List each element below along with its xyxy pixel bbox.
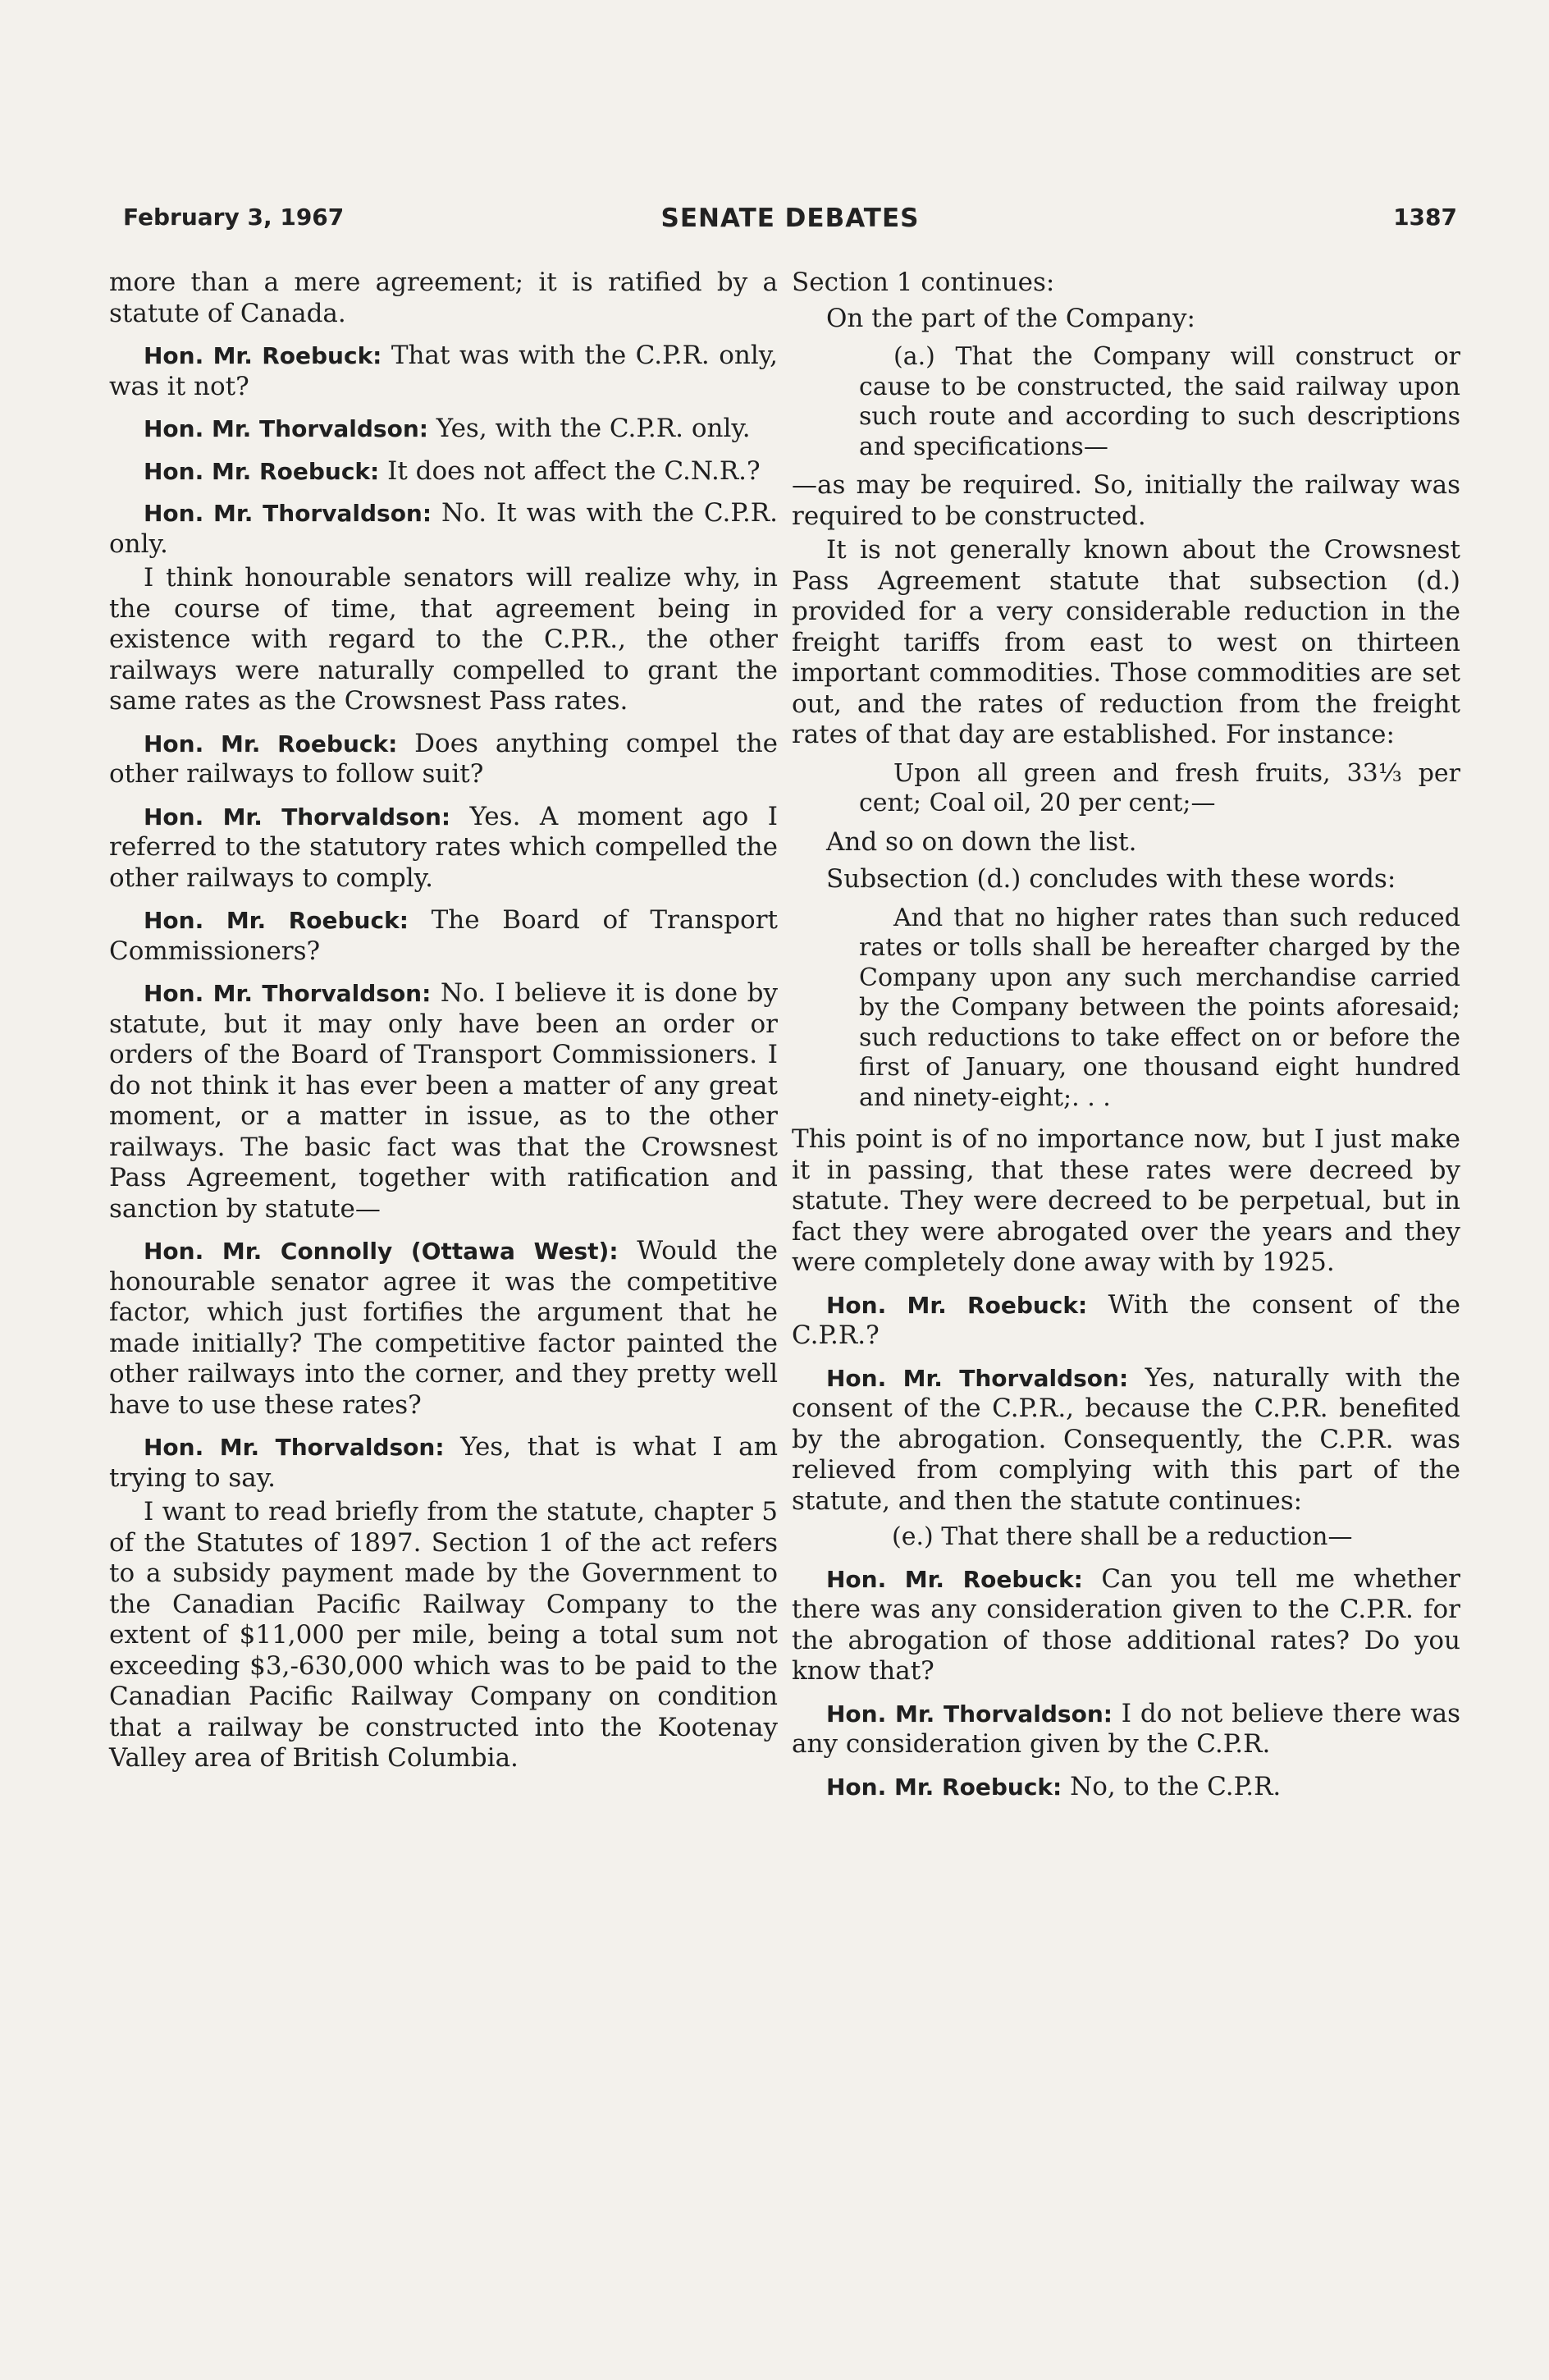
page-header: [123, 204, 1457, 240]
speech-paragraph: [792, 1699, 1460, 1760]
speech-text: That was with the C.P.R. only, was it not?: [109, 341, 778, 401]
block-quote: Upon all green and fresh fruits, 33⅓ per cent; Coal oil, 20 per cent;—: [859, 758, 1460, 817]
speech-paragraph: [109, 978, 778, 1224]
speech-paragraph: [109, 414, 778, 445]
speech-text: It does not affect the C.N.R.?: [379, 455, 761, 486]
paragraph: And so on down the list.: [826, 826, 1137, 857]
paragraph: Section 1 continues:: [792, 268, 1055, 297]
paragraph: I think honourable senators will realize why, in the course of time, that agreement being in existence with regard to the C.P.R., the other railways were naturally compelled to grant the same rates as the Crowsnest Pass rates.: [109, 563, 778, 716]
block-quote: (e.) That there shall be a reduction—: [892, 1522, 1353, 1551]
speech-paragraph: [109, 1432, 778, 1494]
speaker-name: Hon. Mr. Thorvaldson:: [144, 803, 451, 831]
speaker-name: Hon. Mr. Connolly (Ottawa West):: [144, 1238, 619, 1265]
speech-paragraph: [109, 341, 778, 402]
block-quote: And that no higher rates than such reduced rates or tolls shall be hereafter charged by the Company upon any such merchandise carried by the Company between the points aforesaid; such reductions to take effect on or before the first of January, one thousand eight hundred and ninety-eight;. . .: [859, 903, 1460, 1112]
speech-text: Does anything compel the other railways to follow suit?: [109, 728, 779, 789]
speech-text: Yes. A moment ago I referred to the statutory rates which compelled the other railways to comply.: [109, 801, 778, 893]
speech-text: No. It was with the C.P.R. only.: [109, 498, 779, 559]
speech-paragraph: [109, 905, 778, 967]
speaker-name: Hon. Mr. Roebuck:: [826, 1565, 1083, 1593]
speech-text: With the consent of the C.P.R.?: [792, 1289, 1460, 1350]
speaker-name: Hon. Mr. Thorvaldson:: [144, 980, 432, 1007]
header-title: SENATE DEBATES: [660, 204, 920, 233]
speech-text: Can you tell me whether there was any consideration given to the C.P.R. for the abrogation of those additional rates? Do you know that?: [792, 1563, 1461, 1686]
paragraph: —as may be required. So, initially the railway was required to be constructed.: [792, 470, 1460, 531]
speech-paragraph: [792, 1290, 1460, 1352]
speaker-name: Hon. Mr. Roebuck:: [144, 730, 398, 757]
paragraph: It is not generally known about the Crowsnest Pass Agreement statute that subsection (d.) provided for a very considerable reduction in the freight tariffs from east to west on thirteen important commodities. Those commodities are set out, and the rates of reduction from the freight rates of that day are established. For instance:: [792, 535, 1460, 749]
speech-paragraph: [792, 1564, 1460, 1687]
speaker-name: Hon. Mr. Thorvaldson:: [144, 500, 432, 527]
speech-paragraph: [792, 1363, 1460, 1517]
speech-paragraph: [109, 802, 778, 895]
speech-paragraph: [109, 498, 778, 560]
speaker-name: Hon. Mr. Thorvaldson:: [826, 1700, 1113, 1728]
speech-text: Yes, that is what I am trying to say.: [109, 1432, 778, 1493]
speaker-name: Hon. Mr. Roebuck:: [144, 907, 409, 934]
speech-text: No. I believe it is done by statute, but it may only have been an order or orders of the Board of Transport Commissioners. I do not think it has ever been a matter of any great moment, or a matter in issue, as to the other railways. The basic fact was that the Crowsnest Pass Agreement, together with ratification and sanction by statute—: [109, 978, 778, 1224]
speech-text: Yes, with the C.P.R. only.: [427, 414, 751, 443]
right-column: [792, 268, 1460, 1802]
speaker-name: Hon. Mr. Roebuck:: [144, 342, 382, 369]
speech-paragraph: [109, 729, 778, 790]
left-column: [109, 268, 778, 1774]
quote-intro: On the part of the Company:: [826, 303, 1195, 333]
speech-paragraph: [109, 456, 778, 487]
speech-text: Yes, naturally with the consent of the C.P.R., because the C.P.R. benefited by the abrogation. Consequently, the C.P.R. was relieved from complying with this part of the statute, and then the statute continues:: [792, 1362, 1461, 1516]
paragraph: Subsection (d.) concludes with these words:: [826, 864, 1396, 894]
speaker-name: Hon. Mr. Thorvaldson:: [144, 1434, 445, 1461]
paragraph: I want to read briefly from the statute, chapter 5 of the Statutes of 1897. Section 1 of the act refers to a subsidy payment made by the Government to the Canadian Pacific Railway Company to the extent of $11,000 per mile, being a total sum not exceeding $3,-630,000 which was to be paid to the Canadian Pacific Railway Company on condition that a railway be constructed into the Kootenay Valley area of British Columbia.: [109, 1497, 778, 1773]
speech-paragraph: [109, 1236, 778, 1421]
speaker-name: Hon. Mr. Roebuck:: [144, 457, 380, 485]
speaker-name: Hon. Mr. Roebuck:: [826, 1773, 1062, 1801]
header-date: February 3, 1967: [123, 204, 345, 231]
paragraph: more than a mere agreement; it is ratified by a statute of Canada.: [109, 268, 778, 328]
speech-text: Would the honourable senator agree it was the competitive factor, which just fortifies the argument that he made initially? The competitive factor painted the other railways into the corner, and they pretty well have to use these rates?: [109, 1236, 778, 1420]
speaker-name: Hon. Mr. Roebuck:: [826, 1291, 1088, 1319]
speaker-name: Hon. Mr. Thorvaldson:: [144, 415, 428, 442]
block-quote: (a.) That the Company will construct or cause to be constructed, the said railway upon such route and according to such descriptions and specifications—: [859, 342, 1460, 461]
speech-text: No, to the C.P.R.: [1062, 1771, 1282, 1801]
speaker-name: Hon. Mr. Thorvaldson:: [826, 1364, 1129, 1392]
speech-text: I do not believe there was any consideration given by the C.P.R.: [792, 1698, 1460, 1759]
speech-paragraph: [792, 1772, 1460, 1803]
speech-text: The Board of Transport Commissioners?: [109, 905, 778, 966]
paragraph: This point is of no importance now, but I just make it in passing, that these rates were decreed by statute. They were decreed to be perpetual, but in fact they were abrogated over the years and they were completely done away with by 1925.: [792, 1124, 1460, 1277]
page-number: 1387: [1393, 204, 1457, 231]
